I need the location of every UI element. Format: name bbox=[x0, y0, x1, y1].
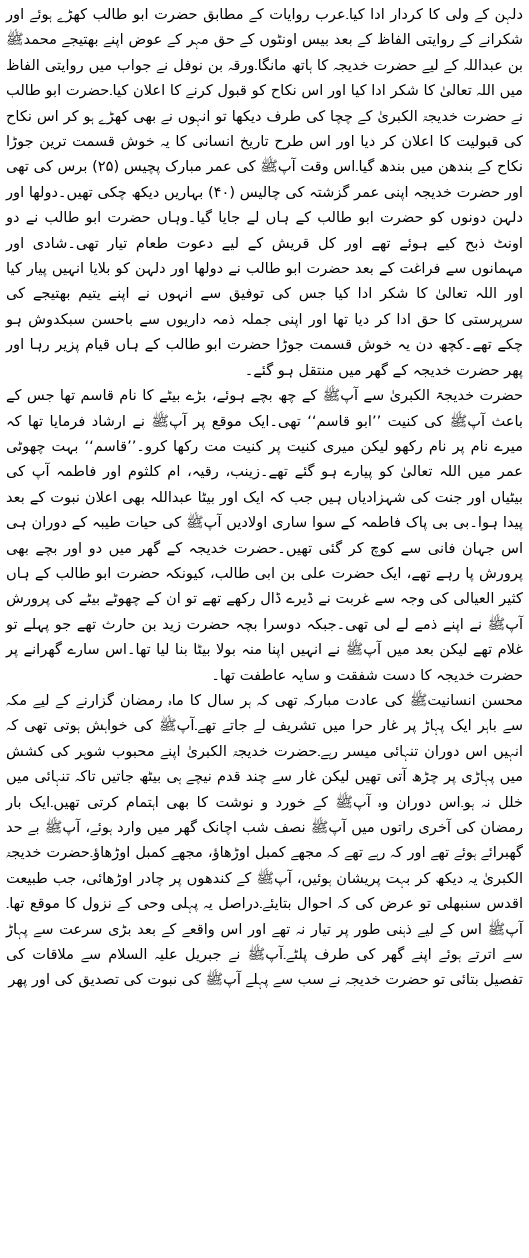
paragraph-children: حضرت خدیجۃ الکبریٰ سے آپﷺ کے چھ بچے ہوئے، بڑے بیٹے کا نام قاسم تھا جس کے باعث آپﷺ کی کنیت ’’ابو قاسم‘‘ تھی۔ایک موقع پر آپﷺ نے ارشاد فرمایا تھا کہ میرے نام پر نام رکھو لیکن میری کنیت پر کنیت مت رکھا کرو۔’’قاسم‘‘ بہت چھوٹی عمر میں اللہ تعالیٰ کو پیارے ہو گئے تھے۔زینب، رقیہ، ام کلثوم اور فاطمہ آپ کی بیٹیاں اور جنت کی شہزادیاں ہیں جب کہ ایک اور بیٹا عبداللہ بھی اعلان نبوت کے بعد پیدا ہوا۔بی بی پاک فاطمہ کے سوا ساری اولادیں آپﷺ کی حیات طیبہ کے دوران ہی اس جہان فانی سے کوچ کر گئی تھیں۔حضرت خدیجہ کے گھر میں دو اور بچے بھی پرورش پا رہے تھے، ایک حضرت علی بن ابی طالب، کیونکہ حضرت ابو طالب کے ہاں کثیر العیالی کی وجہ سے غربت نے ڈیرے ڈال رکھے تھے تو ان کے چھوٹے بیٹے کی پرورش آپﷺ نے اپنے ذمے لے لی تھی۔جبکہ دوسرا بچہ حضرت زید بن حارث تھے جو پہلے تو غلام تھے لیکن بعد میں آپﷺ نے انہیں اپنا منہ بولا بیٹا بنا لیا تھا۔اس سارے گھرانے پر حضرت خدیجہ کا دست شفقت و سایہ عاطفت تھا۔ bbox=[6, 387, 523, 684]
paragraph-marriage: دلہن کے ولی کا کردار ادا کیا۔عرب روایات کے مطابق حضرت ابو طالب کھڑے ہوئے اور شکرانے کے روایتی الفاظ کے بعد بیس اونٹوں کے حق مہر کے عوض اپنے بھتیجے محمدﷺ بن عبداللہ کے لیے حضرت خدیجہ کا ہاتھ مانگا۔ورقہ بن نوفل نے جواب میں روایتی الفاظ میں اللہ تعالیٰ کا شکر ادا کیا اور اس نکاح کو قبول کرنے کا اعلان کیا۔حضرت ابو طالب نے حضرت خدیجۃ الکبریٰ کے چچا کی طرف دیکھا تو انہوں نے بھی کھڑے ہو کر اس نکاح کی قبولیت کا اعلان کر دیا اور اس طرح تاریخ انسانی کا یہ خوش قسمت ترین جوڑا نکاح کے بندھن میں بندھ گیا۔اس وقت آپﷺ کی عمر مبارک پچیس (۲۵) برس کی تھی اور حضرت خدیجہ اپنی عمر گزشتہ کی چالیس (۴۰) بہاریں دیکھ چکی تھیں۔دولھا اور دلہن دونوں کو حضرت ابو طالب کے ہاں لے جایا گیا۔وہاں حضرت ابو طالب نے دو اونٹ ذبح کیے ہوئے تھے اور کل قریش کے لیے دعوت طعام تیار تھی۔شادی اور مہمانوں سے فراغت کے بعد حضرت ابو طالب نے دولھا اور دلہن کو بلایا انہیں پیار کیا اور اللہ تعالیٰ کا شکر ادا کیا جس کی توفیق سے انہوں نے اپنے یتیم بھتیجے کی سرپرستی کا حق ادا کر دیا تھا اور اپنی جملہ ذمہ داریوں سے باحسن سبکدوش ہو چکے تھے۔کچھ دن یہ خوش قسمت جوڑا حضرت ابو طالب کے ہاں قیام پزیر رہا اور پھر حضرت خدیجہ کے گھر میں منتقل ہو گئے۔ bbox=[6, 6, 523, 379]
paragraph-revelation: محسن انسانیتﷺ کی عادت مبارکہ تھی کہ ہر سال کا ماہ رمضان گزارنے کے لیے مکہ سے باہر ایک پہاڑ پر غار حرا میں تشریف لے جاتے تھے۔آپﷺ کی خواہش ہوتی تھی کہ انہیں اس دوران تنہائی میسر رہے۔حضرت خدیجۃ الکبریٰ اپنے محبوب شوہر کی کشش میں پہاڑی پر چڑھ آتی تھیں لیکن غار سے چند قدم نیچے ہی بیٹھ جاتیں تاکہ تنہائی میں خلل نہ ہو۔اس دوران وہ آپﷺ کے خورد و نوشت کا بھی اہتمام کرتی تھیں۔ایک بار رمضان کی آخری راتوں میں آپﷺ نصف شب اچانک گھر میں وارد ہوئے، آپﷺ بے حد گھبرائے ہوئے تھے اور کہ رہے تھے کہ مجھے کمبل اوڑھاؤ، مجھے کمبل اوڑھاؤ۔حضرت خدیجۃ الکبریٰ یہ دیکھ کر بہت پریشان ہوئیں، آپﷺ کے کندھوں پر چادر اوڑھائی، جب طبیعت اقدس سنبھلی تو عرض کی کہ احوال بتایئے۔دراصل یہ پہلی وحی کے نزول کا موقع تھا۔آپﷺ اس کے لیے ذہنی طور پر تیار نہ تھے اور اس واقعے کے بعد بڑی سرعت سے پہاڑ سے اترتے ہوئے اپنے گھر کی طرف پلٹے۔آپﷺ نے جبریل علیہ السلام سے ملاقات کی تفصیل بتائی تو حضرت خدیجہ نے سب سے پہلے آپﷺ کی نبوت کی تصدیق کی اور پھر bbox=[6, 691, 523, 989]
